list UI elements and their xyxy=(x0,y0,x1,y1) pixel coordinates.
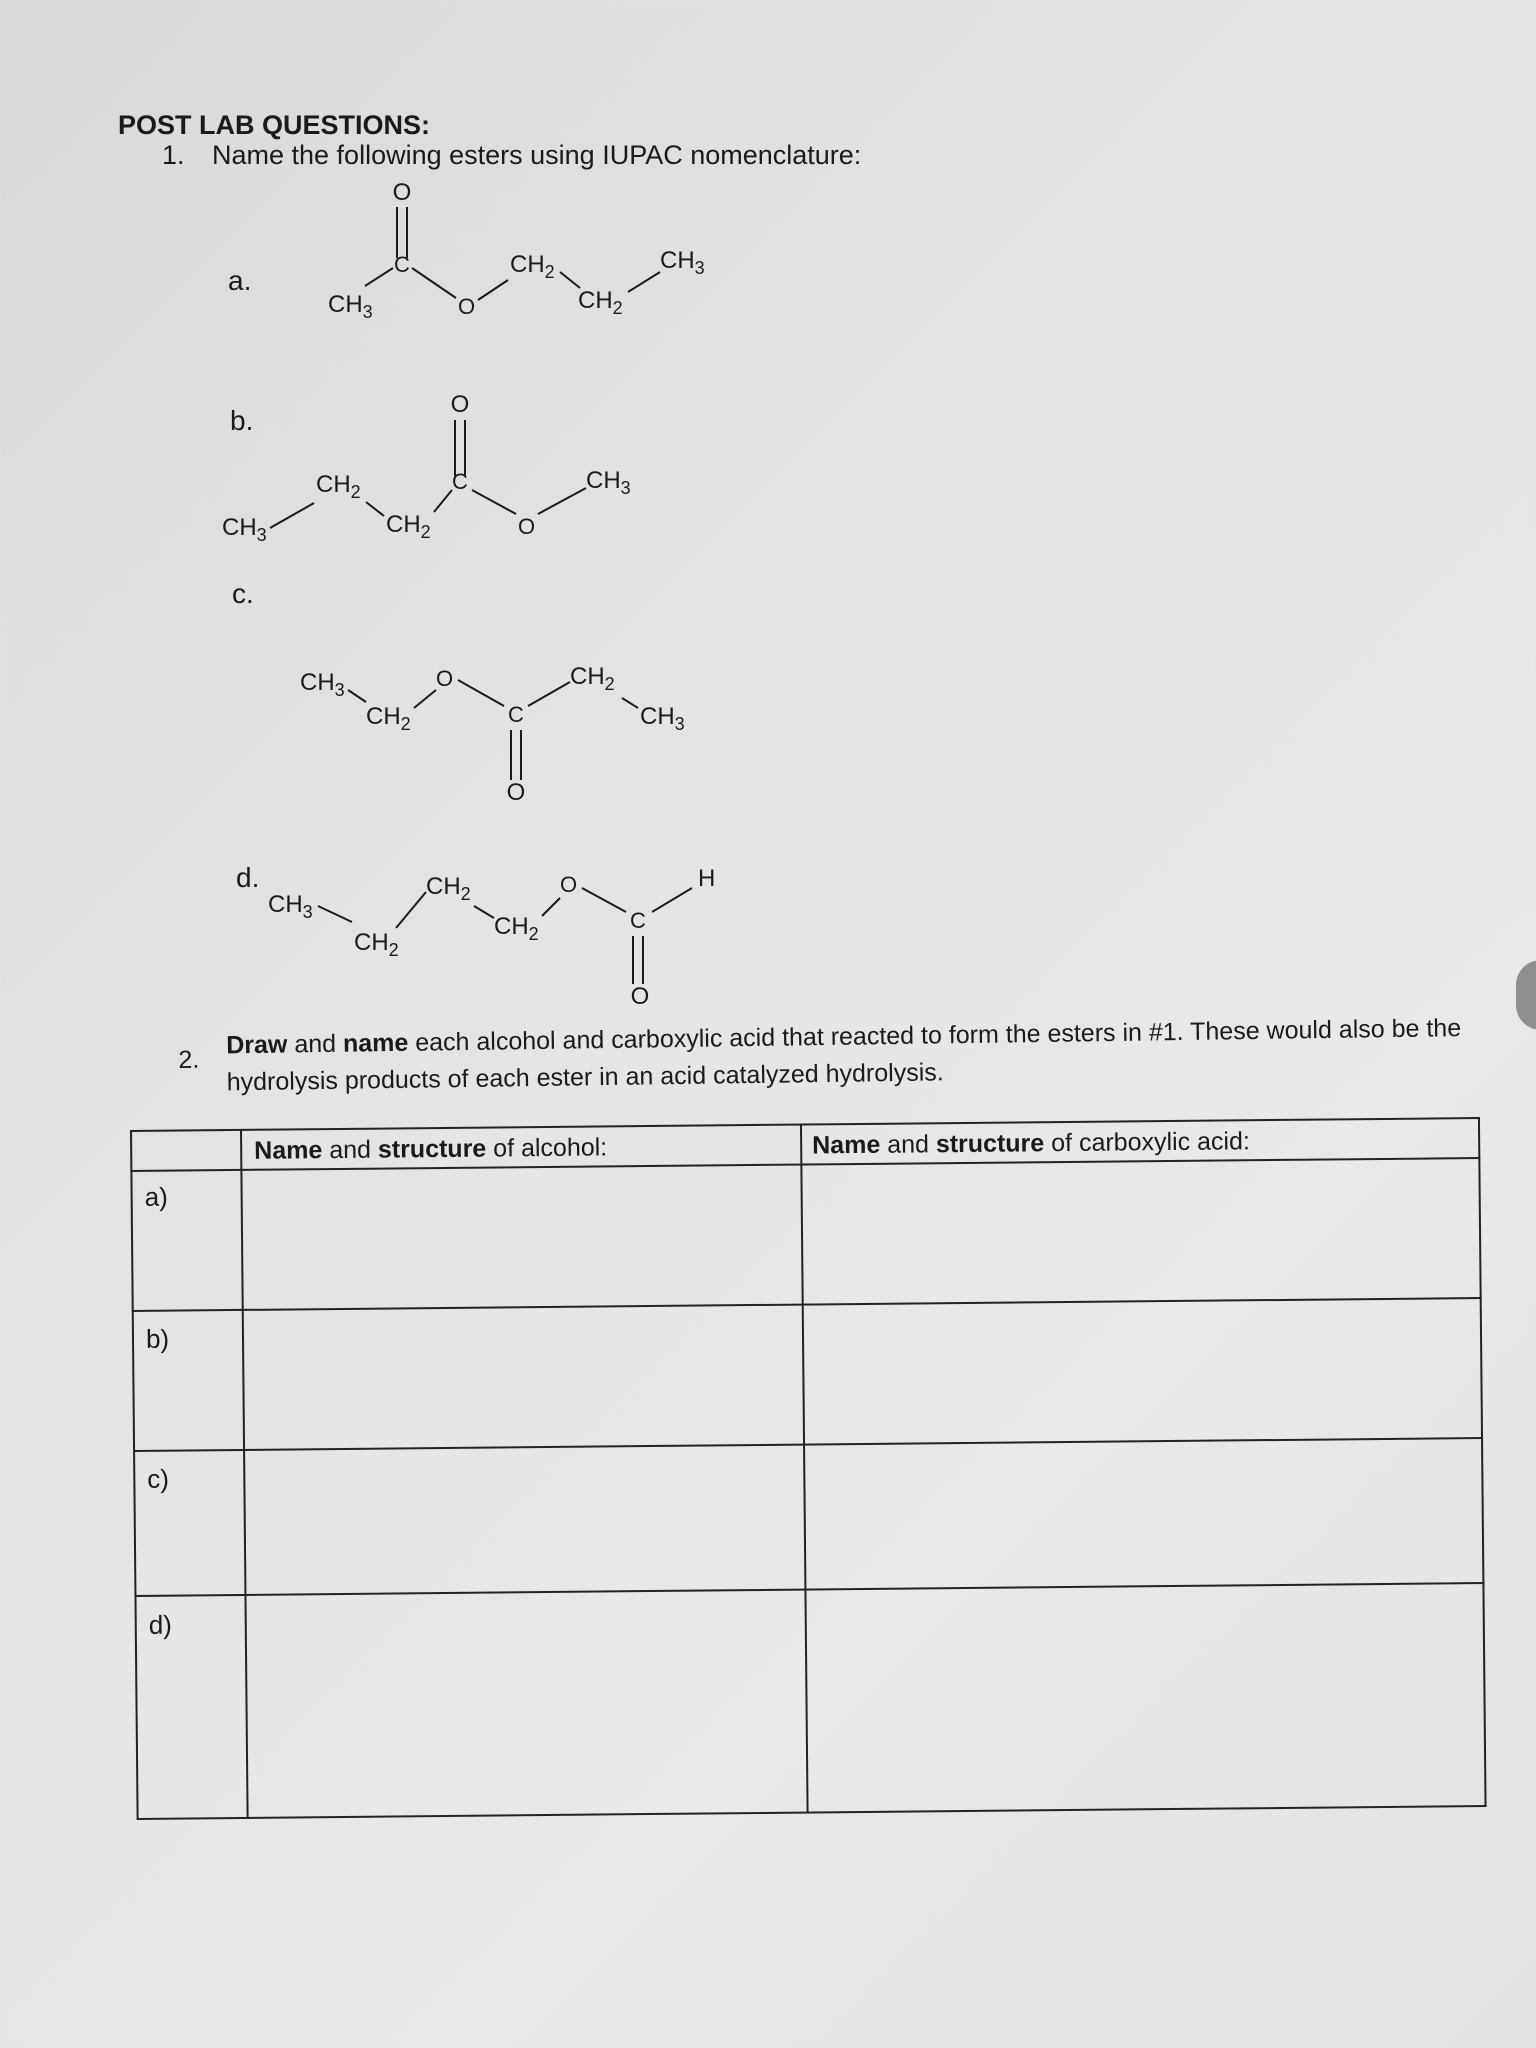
ester-a-carbonyl-oxygen: O xyxy=(392,179,412,206)
table-row-divider xyxy=(134,1582,1484,1597)
ester-a-carbonyl-carbon: C xyxy=(394,252,410,277)
header-alcohol xyxy=(254,1133,607,1165)
question-2-bold-draw: Draw xyxy=(226,1030,288,1060)
table-row-divider xyxy=(133,1437,1483,1452)
ester-c-label: c. xyxy=(232,578,254,609)
ester-c-ch3-right: $CH_3$ xyxy=(640,703,685,734)
ester-b-ch2-a: $CH_2$ xyxy=(316,471,361,502)
ester-c-carbonyl-carbon: C xyxy=(508,702,524,727)
header-alcohol-bold-name: Name xyxy=(254,1136,323,1165)
ester-c-ch2-b: $CH_2$ xyxy=(570,663,615,694)
ester-b-label: b. xyxy=(230,405,254,436)
question-2-text-and: and xyxy=(287,1029,344,1059)
ester-c-ch3-left: $CH_3$ xyxy=(300,669,345,700)
header-acid-bold-name: Name xyxy=(812,1130,881,1160)
ester-d-hydrogen: H xyxy=(698,865,716,892)
row-label-a: a) xyxy=(144,1181,168,1212)
header-alcohol-and: and xyxy=(322,1135,379,1165)
question-2-number: 2. xyxy=(178,1045,200,1074)
ester-d-ch2-b: $CH_2$ xyxy=(426,873,471,904)
header-acid-and: and xyxy=(880,1130,937,1159)
ester-a-ch3-left: $CH_3$ xyxy=(328,291,373,322)
ester-a-ch2-a: $CH_2$ xyxy=(510,251,555,282)
question-1-number: 1. xyxy=(162,140,185,170)
ester-b-carbonyl-oxygen: O xyxy=(450,391,470,418)
row-label-c: c) xyxy=(147,1463,170,1494)
ester-d-ester-oxygen: O xyxy=(560,872,578,897)
question-1-text: Name the following esters using IUPAC nomenclature: xyxy=(212,140,862,170)
ester-c-ester-oxygen: O xyxy=(436,666,454,691)
row-label-b: b) xyxy=(145,1323,170,1354)
ester-d-ch2-a: $CH_2$ xyxy=(354,929,399,960)
ester-a-label: a. xyxy=(228,265,252,296)
answer-table xyxy=(130,1117,1487,1820)
ester-b-ch3-right: $CH_3$ xyxy=(586,467,631,498)
page-title: POST LAB QUESTIONS: xyxy=(118,110,431,140)
table-column-divider xyxy=(800,1124,809,1814)
header-acid-bold-structure: structure xyxy=(935,1129,1045,1159)
table-column-divider xyxy=(240,1129,249,1819)
header-acid-rest: of carboxylic acid: xyxy=(1044,1127,1251,1158)
header-alcohol-rest: of alcohol: xyxy=(486,1133,608,1163)
ester-a-ester-oxygen: O xyxy=(458,294,476,319)
header-alcohol-bold-structure: structure xyxy=(377,1134,487,1164)
ester-b-ch2-b: $CH_2$ xyxy=(386,511,431,542)
ester-d-carbonyl-oxygen: O xyxy=(630,983,650,1010)
row-label-d: d) xyxy=(148,1609,173,1640)
ester-d-carbonyl-carbon: C xyxy=(630,908,646,933)
ester-b-ester-oxygen: O xyxy=(518,514,536,539)
question-2-bold-name: name xyxy=(342,1028,409,1058)
ester-c-carbonyl-oxygen: O xyxy=(506,779,526,806)
ester-b-ch3-left: $CH_3$ xyxy=(222,514,267,545)
ester-a-ch3-right: $CH_3$ xyxy=(660,247,705,278)
question-2-text-rest: each alcohol and carboxylic acid that reacted to form the esters in #1. These would also be the hydrolysis products of each ester in an acid catalyzed hydrolysis. xyxy=(226,1014,1462,1097)
table-row-divider xyxy=(132,1297,1482,1312)
ester-d-ch3-left: $CH_3$ xyxy=(268,891,313,922)
ester-b-carbonyl-carbon: C xyxy=(452,469,468,494)
header-carboxylic-acid xyxy=(812,1127,1250,1160)
ester-c-ch2-a: $CH_2$ xyxy=(366,703,411,734)
ester-d-label: d. xyxy=(236,862,260,893)
ester-d-ch2-c: $CH_2$ xyxy=(494,913,539,944)
ester-a-ch2-b: $CH_2$ xyxy=(578,287,623,318)
